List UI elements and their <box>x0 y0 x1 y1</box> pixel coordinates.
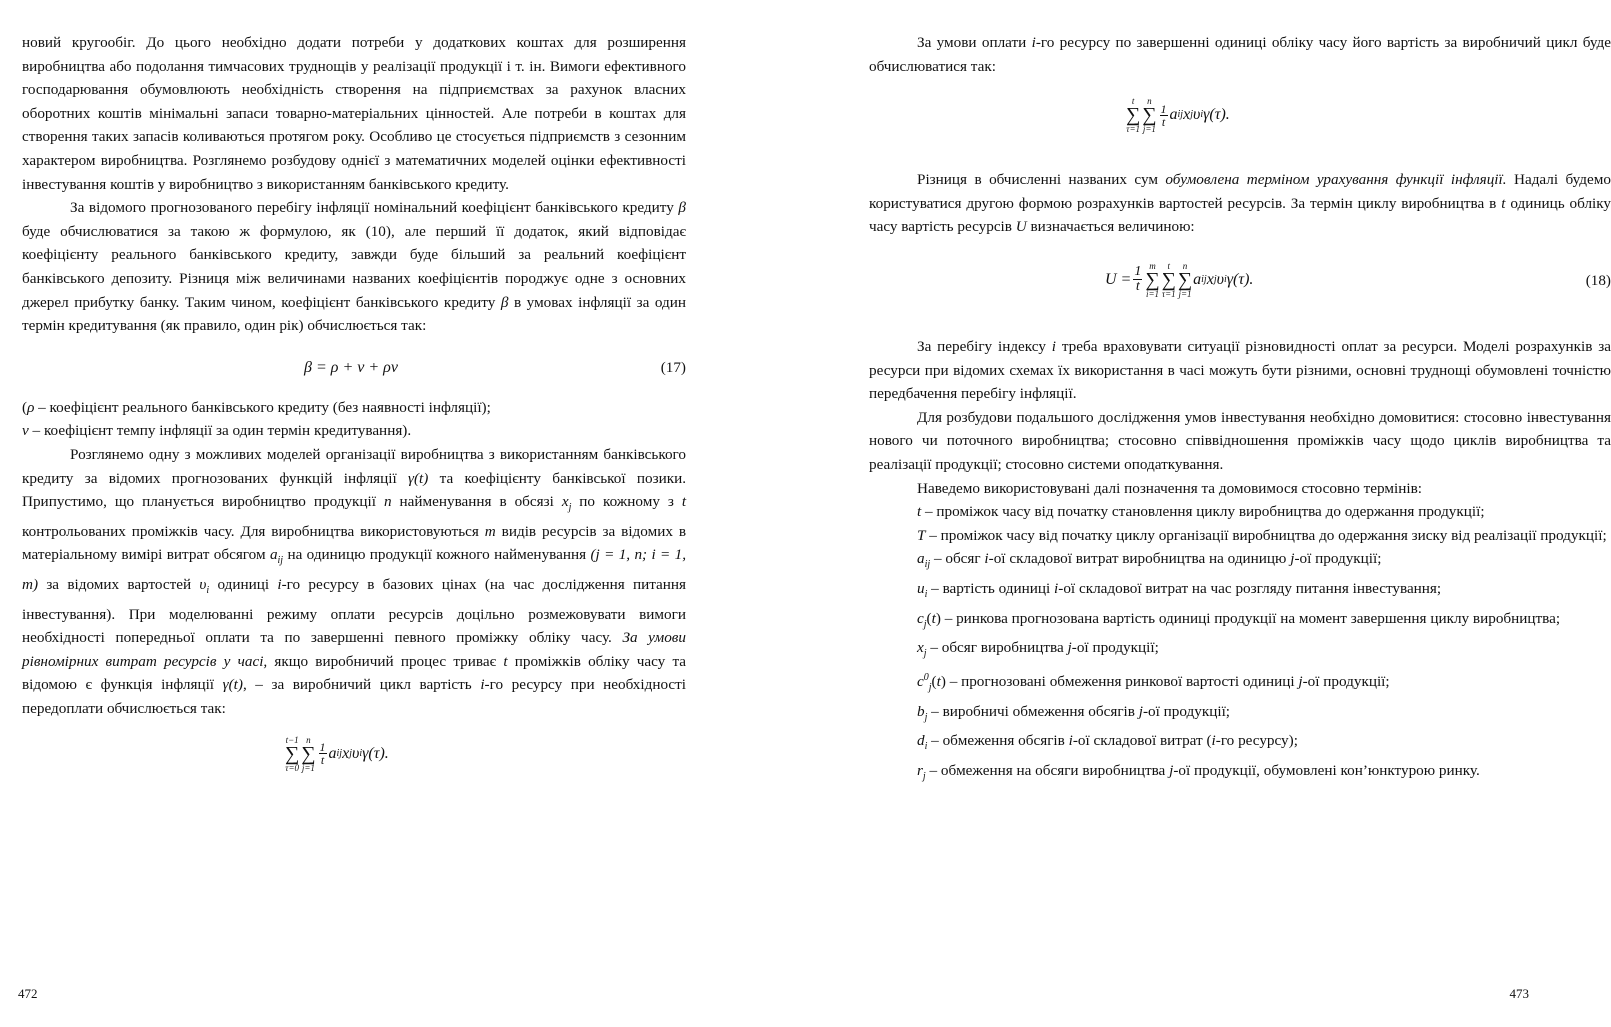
right-text-column <box>869 31 1611 788</box>
left-text-column <box>22 31 686 791</box>
definition-xj: $x_j$ – обсяг виробництва j-ої продукції; <box>917 639 1159 660</box>
formula-18: U = $\frac{1}{t}$ m ∑ i=1 t ∑ τ=1 n ∑ j=1 a ij x j υ i γ(τ). (18) <box>1105 260 1611 299</box>
definition-aij: $a_{ij}$ – обсяг i-ої складової витрат виробництва на одиницю j-ої продукції; <box>917 550 1382 571</box>
right-paragraph-4: Для розбудови подальшого дослідження умов інвестування необхідно домовитися: стосовно інвестування нового чи поточного виробництва; стосовно співвідношення проміжків часу щодо циклів виробництва та реалізації продукції; стосовно системи оподаткування. <box>869 408 1611 473</box>
definition-nu: ν – коефіцієнт темпу інфляції за один термін кредитування). <box>22 422 412 440</box>
right-paragraph-1: За умови оплати i-го ресурсу по завершенні одиниці обліку часу його вартість за виробничий цикл буде обчислюватися так: <box>869 34 1611 75</box>
formula-17: β = ρ + ν + ρν (17) <box>304 358 686 376</box>
left-page <box>0 0 781 1027</box>
right-page <box>781 0 1611 1027</box>
right-paragraph-5: Наведемо використовувані далі позначення та домовимося стосовно термінів: <box>917 479 1422 497</box>
formula-postpayment-sum: t ∑ τ=1 n ∑ j=1 $\frac{1}{t}$ a ij x j υ i γ(τ). <box>1126 96 1230 135</box>
formula-prepayment-sum: t−1 ∑ τ=0 n ∑ j=1 $\frac{1}{t}$ a ij x j υ i γ(τ). <box>285 734 389 773</box>
definition-T: T – проміжок часу від початку циклу організації виробництва до одержання зиску від реалізації продукції; <box>917 526 1607 544</box>
left-paragraph-3: Розглянемо одну з можливих моделей організації виробництва з використанням банківського кредиту за відомих прогнозованих функцій інфляції γ(t) та коефіцієнту банківської позики. Припустимо, що планується виробництво продукції n найменування в обсязі $x_j$ по кожному з t контрольованих проміжків часу. Для виробництва використовуються m видів ресурсів за відомих в матеріальному вимірі витрат обсягом $a_{ij}$ на одиницю продукції кожного найменування (j = 1, n; i = 1, m) за відомих вартостей $\upsilon_i$ одиниці i-го ресурсу в базових цінах (на час дослідження питання інвестування). При моделюванні режиму оплати ресурсів доцільно розмежовувати вимоги необхідності попередньої оплати та по завершенні певного проміжку обліку часу. За умови рівномірних витрат ресурсів у часі, якщо виробничий процес триває t проміжків обліку часу та відомою є функція інфляції γ(t), – за виробничий цикл вартість i-го ресурсу при необхідності передоплати обчислюється так: <box>22 445 687 717</box>
definition-t: t – проміжок часу від початку становлення циклу виробництва до одержання продукції; <box>917 503 1485 521</box>
definition-ui: $u_i$ – вартість одиниці i-ої складової витрат на час розгляду питання інвестування; <box>917 579 1442 600</box>
definition-rj: $r_j$ – обмеження на обсяги виробництва j-ої продукції, обумовлені кон’юнктурою ринку. <box>917 761 1480 782</box>
page-number-right: 473 <box>1509 986 1529 1001</box>
definition-bj: $b_j$ – виробничі обмеження обсягів j-ої продукції; <box>917 702 1231 723</box>
left-paragraph-2: За відомого прогнозованого перебігу інфляції номінальний коефіцієнт банківського кредиту β буде обчислюватися за такою ж формулою, як (10), але перший її додаток, який відповідає коефіцієнту реального банківського кредиту, завжди буде більший за реальний коефіцієнт банківського депозиту. Різниця між величинами названих коефіцієнтів породжує одне з основних джерел прибутку банку. Таким чином, коефіцієнт банківського кредиту β в умовах інфляції за один термін кредитування (як правило, один рік) обчислюється так: <box>22 199 686 335</box>
definition-rho: (ρ – коефіцієнт реального банківського кредиту (без наявності інфляції); <box>22 398 491 416</box>
definition-di: $d_i$ – обмеження обсягів i-ої складової витрат (i-го ресурсу); <box>917 732 1298 753</box>
page-number-left: 472 <box>18 986 38 1001</box>
left-paragraph-1: новий кругообіг. До цього необхідно додати потреби у додаткових коштах для розширення виробництва або подолання тимчасових труднощів у реалізації продукції і т. ін. Вимоги ефективного господарювання обумовлюють необхідність створення на підприємствах за рахунок власних оборотних коштів мінімальні запаси товарно-матеріальних цінностей. Але потреби в коштах для створення таких запасів коливаються протягом року. Особливо це стосується підприємств з сезонним характером виробництва. Розглянемо розбудову однієї з математичних моделей оцінки ефективності інвестування коштів у виробництво з використанням банківського кредиту. <box>22 34 686 193</box>
right-paragraph-3: За перебігу індексу i треба враховувати ситуації різновидності оплат за ресурси. Моделі розрахунків за ресурси при відомих схемах їх використання в часі можуть бути різними, основні труднощі обумовлені точністю передбачення перебігу інфляції. <box>869 337 1611 403</box>
definition-cj: $c_j(t)$ – ринкова прогнозована вартість одиниці продукції на момент завершення циклу виробництва; <box>917 609 1561 630</box>
definition-c0j: $c^0_j(t)$ – прогнозовані обмеження ринкової вартості одиниці j-ої продукції; <box>917 671 1390 693</box>
right-paragraph-2: Різниця в обчисленні названих сум обумовлена терміном урахування функції інфляції. Надалі будемо користуватися другою формою розрахунків вартостей ресурсів. За термін циклу виробництва в t одиниць обліку часу вартість ресурсів U визначається величиною: <box>869 171 1611 236</box>
